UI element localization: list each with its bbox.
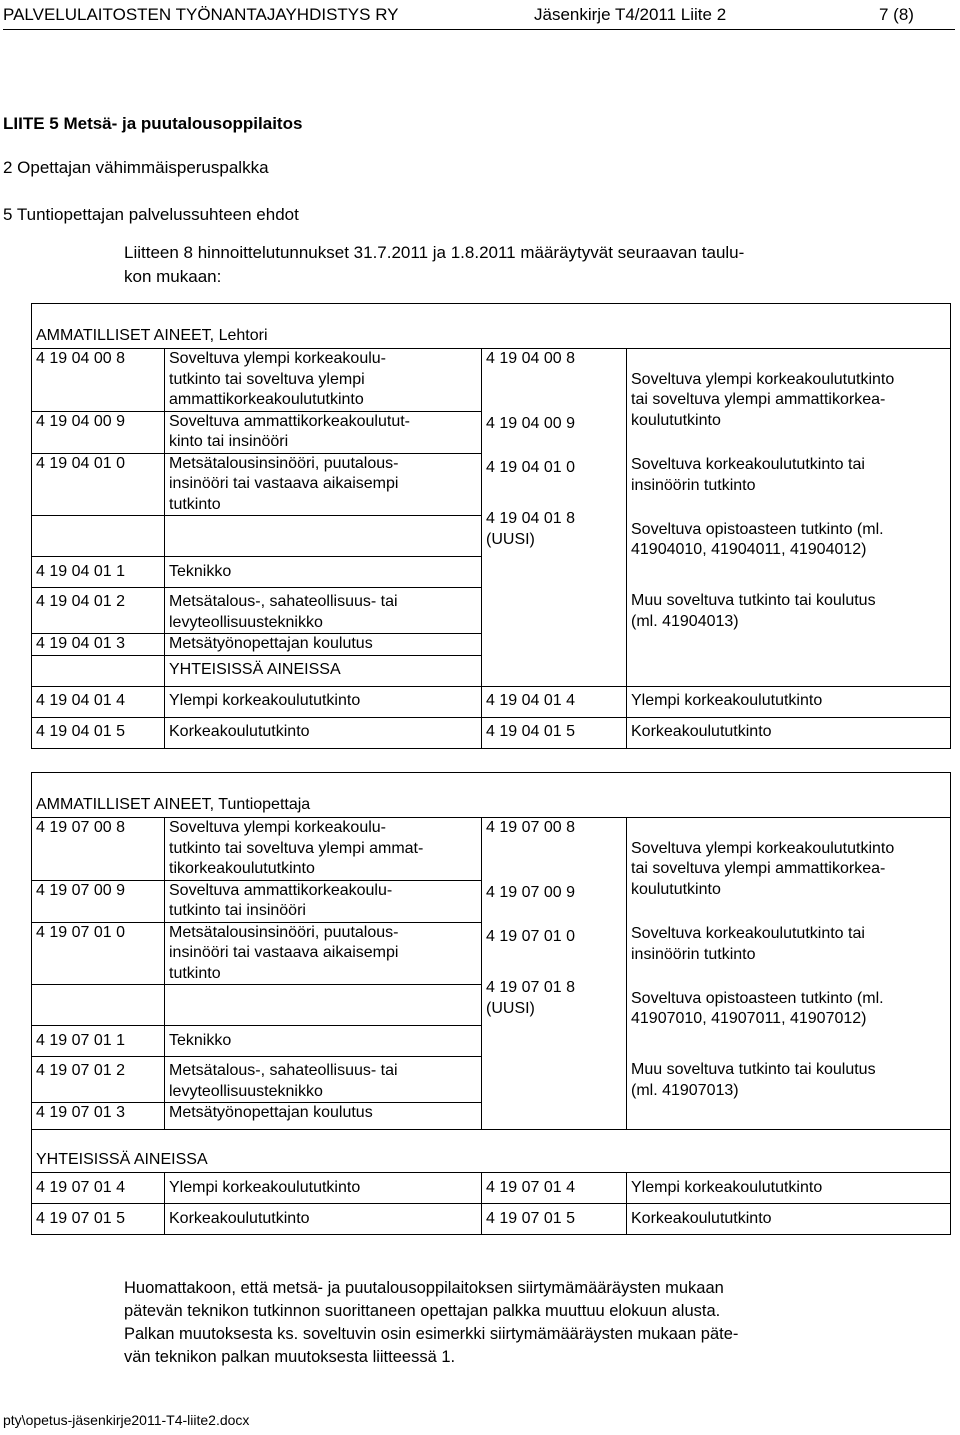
right-code: 4 19 07 01 0 <box>486 928 575 945</box>
code-cell: 4 19 07 00 8 <box>32 818 165 881</box>
code-cell: 4 19 07 01 0 <box>32 922 165 985</box>
tuntiopettaja-table <box>31 772 951 1235</box>
qualification-cell: Korkeakoulututkinto <box>627 1204 951 1235</box>
page-title: LIITE 5 Metsä- ja puutalousoppilaitos <box>3 114 303 133</box>
right-text: Soveltuva ylempi korkeakoulututkinto tai soveltuva ylempi ammattikorkea- koulututkinto <box>631 839 895 898</box>
header-page: 7 (8) <box>879 5 914 24</box>
qualification-cell: Ylempi korkeakoulututkinto <box>627 686 951 717</box>
right-code-column <box>482 349 627 687</box>
table-row <box>32 717 951 748</box>
qualification-cell: Metsätyönopettajan koulutus <box>165 634 482 656</box>
lehtori-heading: AMMATILLISET AINEET, Lehtori <box>32 304 951 349</box>
empty-cell <box>165 516 482 557</box>
empty-cell <box>165 985 482 1026</box>
table-heading-row <box>32 304 951 349</box>
header-org: PALVELULAITOSTEN TYÖNANTAJAYHDISTYS RY <box>3 5 399 24</box>
code-cell: 4 19 07 00 9 <box>32 880 165 922</box>
note-paragraph: Huomattakoon, että metsä- ja puutalousoppilaitoksen siirtymämääräysten mukaan pätevän teknikon tutkinnon suorittaneen opettajan palkka muuttuu elokuun alusta. Palkan muutoksesta ks. soveltuvin osin esimerkki siirtymämääräysten mukaan päte- vän teknikon palkan muutoksesta liitteessä 1. <box>124 1279 739 1366</box>
code-cell: 4 19 07 01 4 <box>482 1173 627 1204</box>
code-cell: 4 19 07 01 5 <box>482 1204 627 1235</box>
table-row <box>32 1204 951 1235</box>
empty-cell <box>32 516 165 557</box>
qualification-cell: Ylempi korkeakoulututkinto <box>165 1173 482 1204</box>
header-rule <box>3 29 955 30</box>
qualification-cell: Soveltuva ylempi korkeakoulu- tutkinto tai soveltuva ylempi ammat- tikorkeakoulututkinto <box>165 818 482 881</box>
code-cell: 4 19 04 01 4 <box>482 686 627 717</box>
table-row <box>32 818 951 881</box>
code-cell: 4 19 04 01 1 <box>32 557 165 588</box>
code-cell: 4 19 07 01 2 <box>32 1057 165 1103</box>
qualification-cell: Teknikko <box>165 1026 482 1057</box>
qualification-cell: Ylempi korkeakoulututkinto <box>165 686 482 717</box>
right-code: 4 19 04 00 8 <box>486 350 575 367</box>
code-cell: 4 19 07 01 4 <box>32 1173 165 1204</box>
code-cell: 4 19 07 01 3 <box>32 1103 165 1130</box>
code-cell: 4 19 04 01 4 <box>32 686 165 717</box>
code-cell: 4 19 04 01 5 <box>32 717 165 748</box>
right-code: 4 19 07 00 8 <box>486 819 575 836</box>
qualification-cell: Soveltuva ammattikorkeakoulutut- kinto tai insinööri <box>165 411 482 453</box>
right-text: Muu soveltuva tutkinto tai koulutus (ml. 41904013) <box>631 592 876 630</box>
table-row <box>32 1173 951 1204</box>
qualification-cell: Metsätalousinsinööri, puutalous- insinööri tai vastaava aikaisempi tutkinto <box>165 453 482 516</box>
qualification-cell: Soveltuva ylempi korkeakoulu- tutkinto tai soveltuva ylempi ammattikorkeakoulututkinto <box>165 349 482 412</box>
qualification-cell: Korkeakoulututkinto <box>627 717 951 748</box>
qualification-cell: Teknikko <box>165 557 482 588</box>
section-2-heading: 2 Opettajan vähimmäisperuspalkka <box>3 158 269 177</box>
right-text: Soveltuva opistoasteen tutkinto (ml. 41904010, 41904011, 41904012) <box>631 520 884 558</box>
qualification-cell: Ylempi korkeakoulututkinto <box>627 1173 951 1204</box>
right-text: Muu soveltuva tutkinto tai koulutus (ml. 41907013) <box>631 1061 876 1099</box>
page-header <box>3 4 958 30</box>
header-doc: Jäsenkirje T4/2011 Liite 2 <box>534 5 727 24</box>
right-code: 4 19 07 00 9 <box>486 884 575 901</box>
footer-path: pty\opetus-jäsenkirje2011-T4-liite2.docx <box>3 1412 250 1428</box>
code-cell: 4 19 04 01 3 <box>32 634 165 656</box>
qualification-cell: Korkeakoulututkinto <box>165 1204 482 1235</box>
lehtori-table <box>31 303 951 749</box>
table-row <box>32 686 951 717</box>
section-5-heading: 5 Tuntiopettajan palvelussuhteen ehdot <box>3 205 299 224</box>
right-code: 4 19 07 01 8 (UUSI) <box>486 979 575 1017</box>
code-cell: 4 19 07 01 5 <box>32 1204 165 1235</box>
qualification-cell: Metsätalousinsinööri, puutalous- insinööri tai vastaava aikaisempi tutkinto <box>165 922 482 985</box>
table-heading-row <box>32 1130 951 1173</box>
right-code-column <box>482 818 627 1130</box>
right-text: Soveltuva korkeakoulututkinto tai insinöörin tutkinto <box>631 925 865 963</box>
table-heading-row <box>32 773 951 818</box>
qualification-cell: Soveltuva ammattikorkeakoulu- tutkinto tai insinööri <box>165 880 482 922</box>
code-cell: 4 19 04 00 8 <box>32 349 165 412</box>
common-subjects-heading: YHTEISISSÄ AINEISSA <box>32 1130 951 1173</box>
right-text-column <box>627 349 951 687</box>
right-text-column <box>627 818 951 1130</box>
qualification-cell: Metsätalous-, sahateollisuus- tai levyteollisuusteknikko <box>165 588 482 634</box>
intro-line-2: kon mukaan: <box>124 267 222 286</box>
code-cell: 4 19 04 00 9 <box>32 411 165 453</box>
right-text: Soveltuva ylempi korkeakoulututkinto tai soveltuva ylempi ammattikorkea- koulututkinto <box>631 370 895 429</box>
code-cell: 4 19 04 01 2 <box>32 588 165 634</box>
qualification-cell: Korkeakoulututkinto <box>165 717 482 748</box>
table-row <box>32 349 951 412</box>
common-subjects-label: YHTEISISSÄ AINEISSA <box>165 655 482 686</box>
right-code: 4 19 04 01 8 (UUSI) <box>486 510 575 548</box>
right-code: 4 19 04 01 0 <box>486 459 575 476</box>
code-cell: 4 19 07 01 1 <box>32 1026 165 1057</box>
intro-line-1: Liitteen 8 hinnoittelutunnukset 31.7.2011 ja 1.8.2011 määräytyvät seuraavan taulu- <box>124 243 745 262</box>
qualification-cell: Metsätalous-, sahateollisuus- tai levyteollisuusteknikko <box>165 1057 482 1103</box>
right-text: Soveltuva opistoasteen tutkinto (ml. 41907010, 41907011, 41907012) <box>631 989 884 1027</box>
code-cell: 4 19 04 01 0 <box>32 453 165 516</box>
qualification-cell: Metsätyönopettajan koulutus <box>165 1103 482 1130</box>
right-text: Soveltuva korkeakoulututkinto tai insinöörin tutkinto <box>631 456 865 494</box>
right-code: 4 19 04 00 9 <box>486 415 575 432</box>
empty-cell <box>32 985 165 1026</box>
code-cell: 4 19 04 01 5 <box>482 717 627 748</box>
tunti-heading: AMMATILLISET AINEET, Tuntiopettaja <box>32 773 951 818</box>
empty-cell <box>32 655 165 686</box>
